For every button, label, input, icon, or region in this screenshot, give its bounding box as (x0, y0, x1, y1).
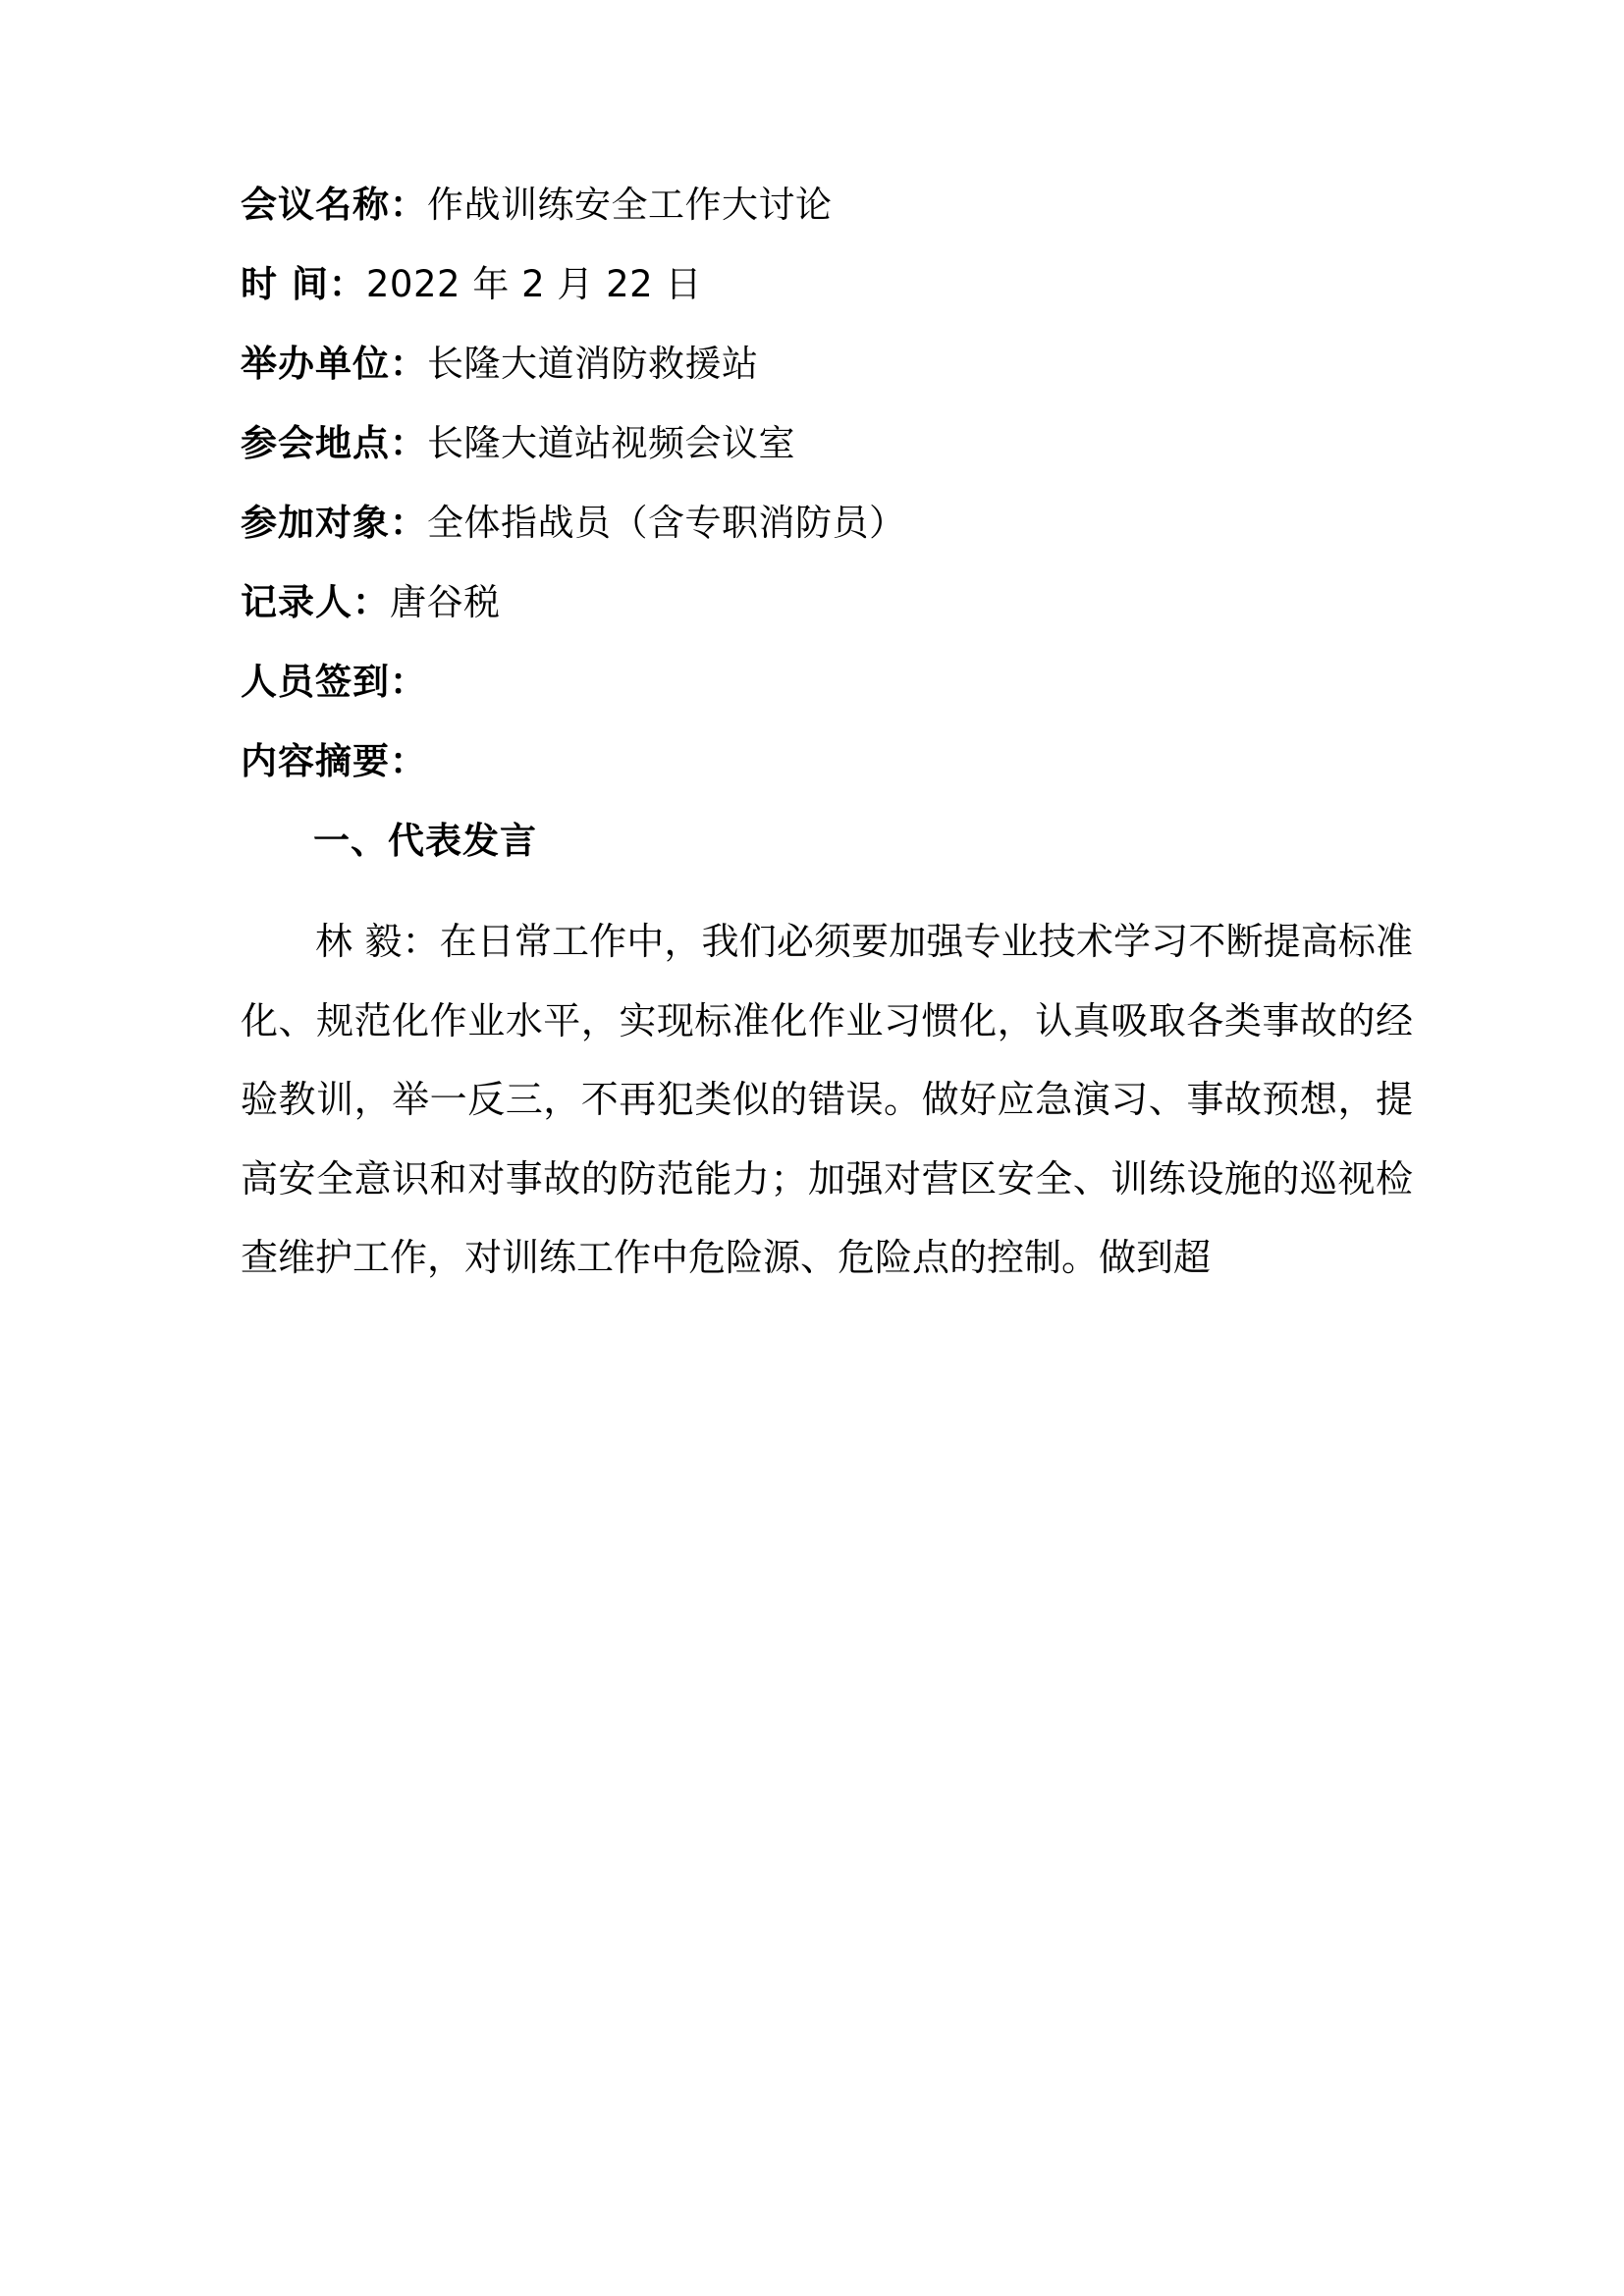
meeting-place-label: 参会地点： (241, 421, 427, 464)
speech-paragraph: 林 毅：在日常工作中，我们必须要加强专业技术学习不断提高标准化、规范化作业水平，实现标准化作业习惯化，认真吸取各类事故的经验教训，举一反三，不再犯类似的错误。做好应急演习、事故预想，提高安全意识和对事故的防范能力；加强对营区安全、训练设施的巡视检查维护工作，对训练工作中危险源、危险点的控制。做到超 (241, 920, 1413, 1280)
participants-value: 全体指战员（含专职消防员） (427, 502, 906, 544)
document-body (241, 183, 1413, 1298)
host-unit-value: 长隆大道消防救援站 (427, 343, 759, 385)
recorder-value: 唐谷税 (390, 581, 501, 623)
meeting-name-value: 作战训练安全工作大讨论 (427, 184, 833, 226)
summary-label: 内容摘要： (241, 739, 427, 782)
meeting-time-value: 2022 年 2 月 22 日 (365, 263, 702, 305)
participants-label: 参加对象： (241, 501, 427, 544)
signin-line (241, 660, 1413, 703)
meeting-time-line (241, 262, 1413, 305)
meeting-name-line (241, 183, 1413, 226)
signin-label: 人员签到： (241, 660, 427, 703)
meeting-place-value: 长隆大道站视频会议室 (427, 422, 795, 464)
meeting-time-label: 时 间： (241, 262, 366, 305)
meeting-name-label: 会议名称： (241, 183, 427, 226)
participants-line (241, 501, 1413, 544)
recorder-label: 记录人： (241, 580, 390, 623)
section-heading-representative-speech: 一、代表发言 (313, 819, 537, 862)
host-unit-line (241, 342, 1413, 385)
meeting-place-line (241, 421, 1413, 464)
summary-line (241, 739, 1413, 782)
host-unit-label: 举办单位： (241, 342, 427, 385)
recorder-line (241, 580, 1413, 623)
